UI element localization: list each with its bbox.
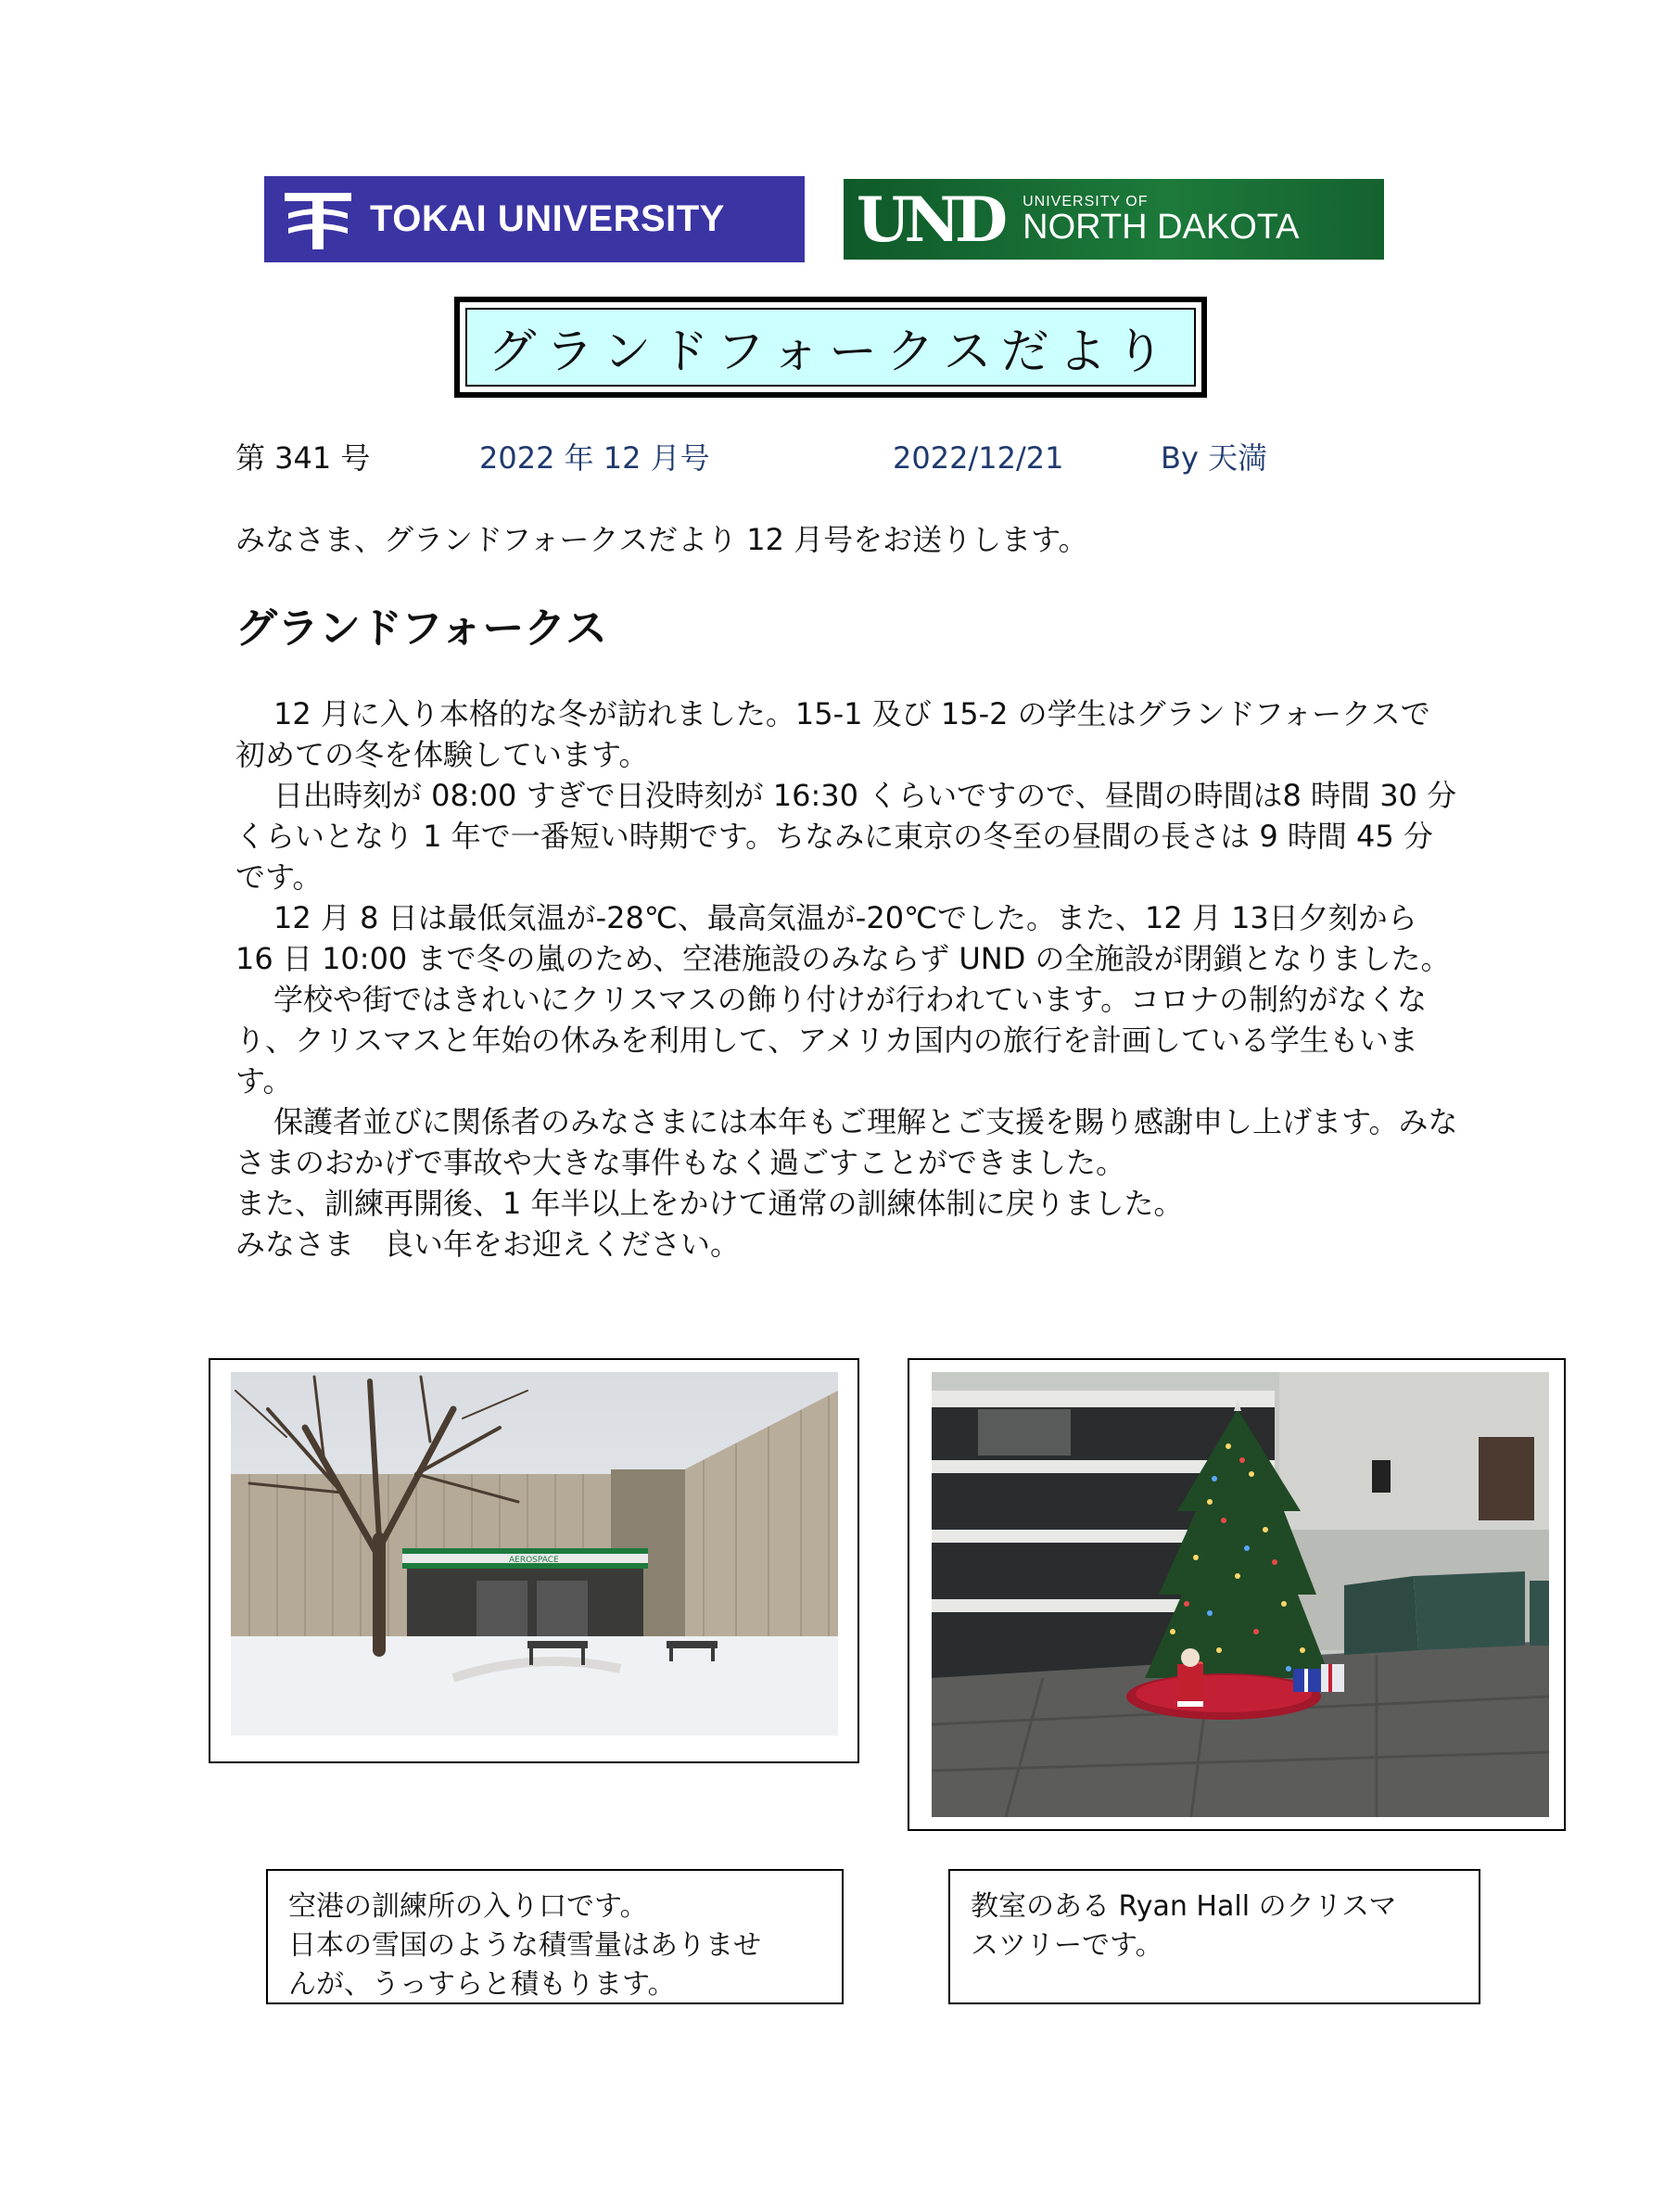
aerospace-sign: AEROSPACE <box>509 1556 559 1565</box>
tokai-logo-text: TOKAI UNIVERSITY <box>370 198 725 239</box>
caption-line: 空港の訓練所の入り口です。 <box>288 1890 648 1923</box>
caption-line: 教室のある Ryan Hall のクリスマ <box>971 1890 1397 1923</box>
und-logo-small: UNIVERSITY OF <box>1023 193 1149 210</box>
paragraph: 保護者並びに関係者のみなさまには本年もご理解とご支援を賜り感謝申し上げます。みなさまのおかげで事故や大きな事件もなく過ごすことができました。 <box>235 1104 1458 1180</box>
photo-training-center-frame <box>209 1358 859 1763</box>
section-heading: グランドフォークス <box>235 604 607 653</box>
article-body <box>235 693 1459 1265</box>
christmas-tree-image <box>932 1372 1549 1817</box>
paragraph: 12 月に入り本格的な冬が訪れました。15-1 及び 15-2 の学生はグランドフォークスで初めての冬を体験しています。 <box>235 696 1430 772</box>
und-logo-text <box>1023 195 1299 245</box>
photo-training-center <box>231 1372 838 1735</box>
und-mark-text: UND <box>857 183 1003 256</box>
paragraph: 12 月 8 日は最低気温が-28℃、最高気温が-20℃でした。また、12 月 13日夕刻から 16 日 10:00 まで冬の嵐のため、空港施設のみならず UND の全施設が閉鎖となりました。 <box>235 900 1451 976</box>
paragraph: また、訓練再開後、1 年半以上をかけて通常の訓練体制に戻りました。 <box>235 1186 1184 1221</box>
issue-month: 2022 年 12 月号 <box>479 440 710 476</box>
paragraph: 日出時刻が 08:00 すぎで日没時刻が 16:30 くらいですので、昼間の時間は8 時間 30 分くらいとなり 1 年で一番短い時期です。ちなみに東京の冬至の昼間の長さは 9 時間 45 分です。 <box>235 778 1457 895</box>
und-emblem <box>857 184 1002 256</box>
tokai-emblem-icon <box>281 187 355 252</box>
photo-christmas-tree-frame <box>908 1358 1566 1831</box>
caption-line: んが、うっすらと積もります。 <box>288 1968 676 2001</box>
photo-christmas-tree <box>932 1372 1549 1817</box>
caption-line: スツリーです。 <box>971 1929 1163 1962</box>
paragraph: 学校や街ではきれいにクリスマスの飾り付けが行われています。コロナの制約がなくなり、クリスマスと年始の休みを利用して、アメリカ国内の旅行を計画している学生もいます。 <box>235 982 1428 1099</box>
caption-training-center <box>266 1869 844 2004</box>
intro-text: みなさま、グランドフォークスだより 12 月号をお送りします。 <box>235 522 1088 557</box>
caption-christmas-tree <box>948 1869 1480 2004</box>
caption-line: 日本の雪国のような積雪量はありませ <box>288 1929 761 1962</box>
tokai-university-logo <box>264 176 805 262</box>
newsletter-title-box <box>454 297 1207 398</box>
author: By 天満 <box>1161 440 1268 476</box>
und-logo-large: NORTH DAKOTA <box>1023 207 1300 247</box>
und-logo <box>844 179 1384 260</box>
newsletter-title: グランドフォークスだより <box>488 324 1174 380</box>
title-box-inner <box>465 308 1196 387</box>
issue-date: 2022/12/21 <box>893 440 1064 476</box>
training-center-image <box>231 1372 838 1735</box>
issue-number: 第 341 号 <box>235 440 371 476</box>
paragraph: みなさま 良い年をお迎えください。 <box>235 1227 741 1262</box>
